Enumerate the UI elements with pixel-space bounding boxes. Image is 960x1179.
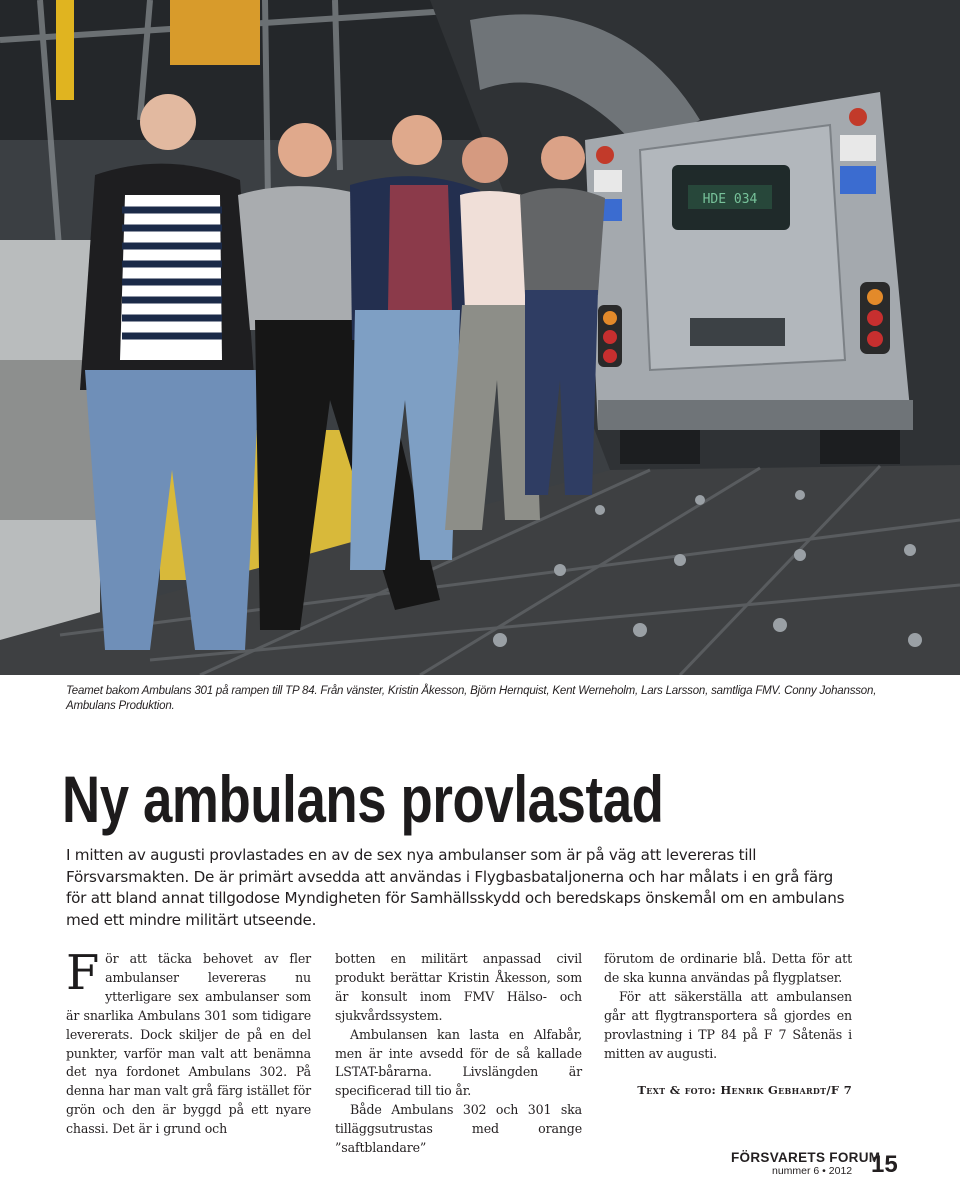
photo-caption: Teamet bakom Ambulans 301 på rampen till TP 84. Från vänster, Kristin Åkesson, Björn Hernquist, Kent Werneholm, Lars Larsson, samtliga FMV. Conny Johansson, Ambulans Produktion. [66, 685, 877, 712]
magazine-name: FÖRSVARETS FORUM [731, 1150, 881, 1165]
ambulance-rear [585, 92, 913, 464]
body-column-2 [335, 950, 582, 1158]
body-paragraph: förutom de ordinarie blå. Detta för att de ska kunna användas på flygplatser. [604, 951, 852, 985]
body-paragraph: Ambulansen kan lasta en Alfabår, men är inte avsedd för de så kallade LSTAT-bårarna. Livslängden är specificerad till tio år. [335, 1026, 582, 1099]
body-paragraph: botten en militärt anpassad civil produkt berättar Kristin Åkesson, som är konsult inom FMV Hälso- och sjukvårdssystem. [335, 951, 582, 1023]
body-text: ör att täcka behovet av fler ambulanser levereras nu ytterligare sex ambulanser som är snarlika Ambulans 301 som tidigare levererats. Dock skiljer de på en del punkter, varför man valt att benämna det nya fordonet Ambulans 302. På denna har man valt grå färg istället för grön och den är byggd på ett nyare chassi. Det är i grund och [66, 951, 311, 1137]
plate-text: HDE 034 [702, 192, 758, 207]
body-column-3 [604, 950, 852, 1100]
article-lead: I mitten av augusti provlastades en av de sex nya ambulanser som är på väg att levereras till Försvarsmakten. De är primärt avsedda att användas i Flygbasbataljonerna och har målats i en grå färg för att bland annat tillgodose Myndigheten för Samhällsskydd och beredskaps önskemål om en ambulans med ett mindre militärt utseende. [66, 846, 845, 929]
body-paragraph: För att säkerställa att ambulansen går att flygtransportera så gjordes en provlastning i TP 84 på F 7 Såtenäs i mitten av augusti. [604, 988, 852, 1061]
issue-number: nummer 6 • 2012 [772, 1165, 853, 1177]
drop-cap: F [66, 945, 100, 1001]
body-paragraph: Både Ambulans 302 och 301 ska tilläggsutrustas med orange ”saftblandare” [335, 1102, 582, 1156]
byline: Text & foto: Henrik Gebhardt/F 7 [637, 1083, 852, 1098]
article-headline: Ny ambulans provlastad [62, 762, 664, 836]
page-number: 15 [871, 1151, 898, 1178]
body-paragraph [66, 945, 311, 1139]
body-column-1 [66, 945, 311, 1139]
